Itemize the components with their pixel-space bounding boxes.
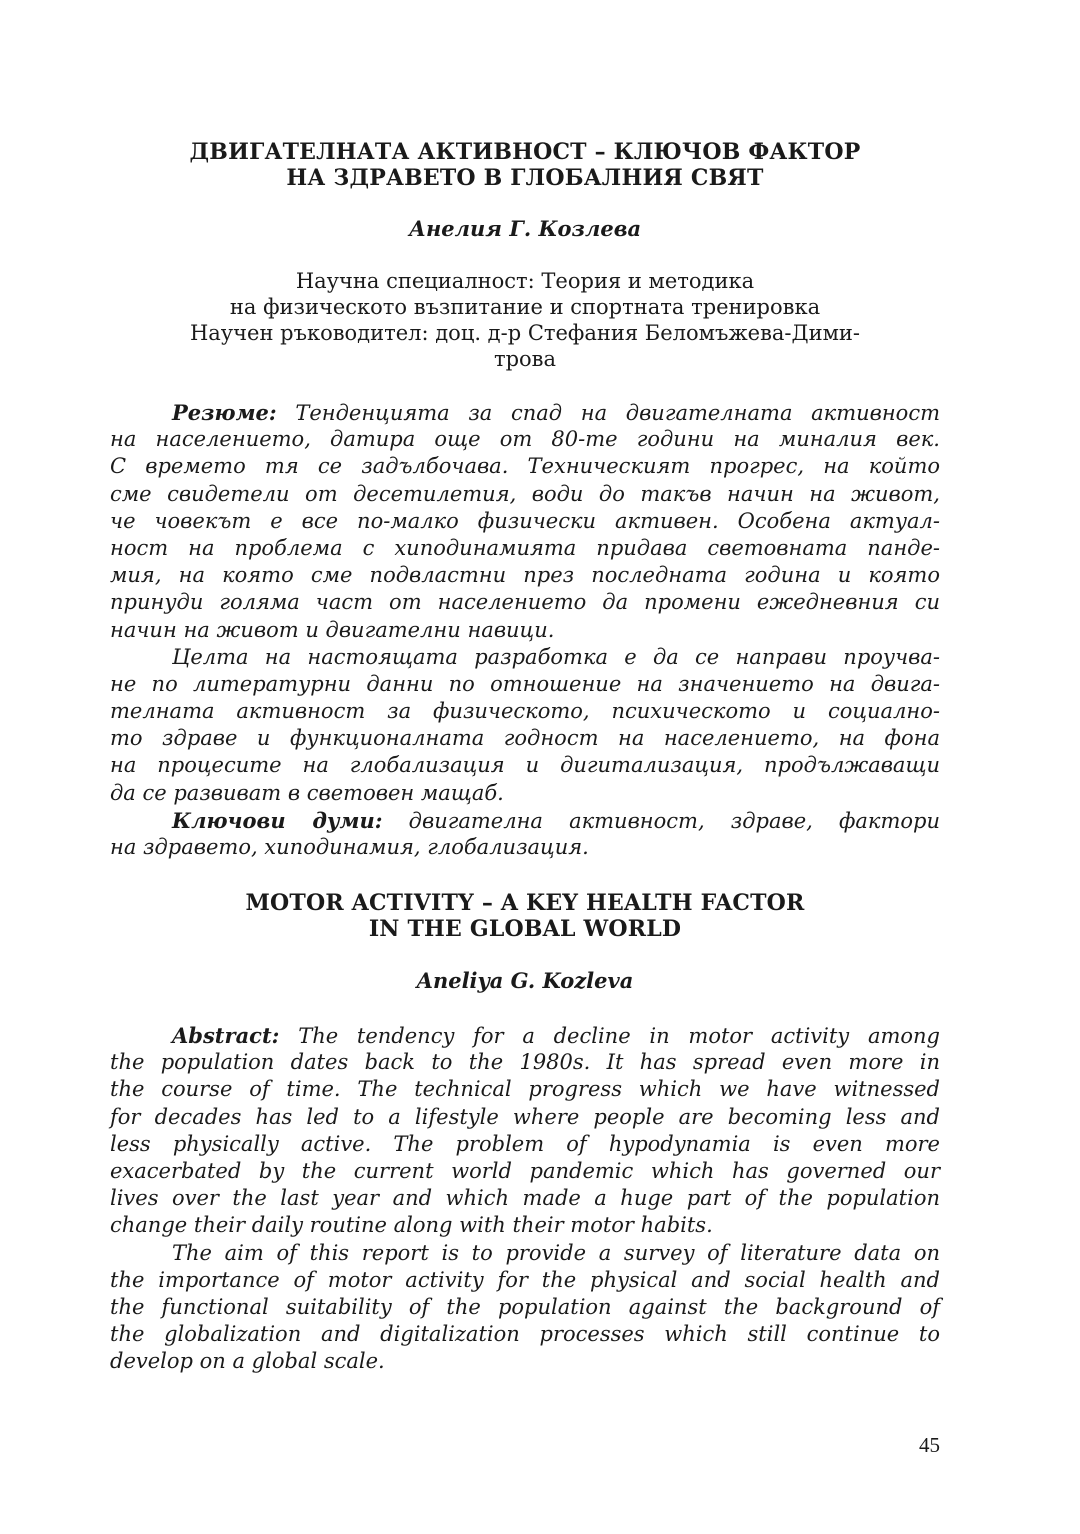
bg-keywords-line: Ключови думи: двигателна активност, здраве, фактори xyxy=(172,807,940,833)
bg-aim-line: Целта на настоящата разработка е да се направи проучва- xyxy=(172,644,940,669)
bg-author: Анелия Г. Козлева xyxy=(408,216,642,241)
en-abstract-line: the population dates back to the 1980s. It has spread even more in xyxy=(110,1050,940,1075)
bg-summary-line: мия, на която сме подвластни през последната година и която xyxy=(110,563,940,588)
en-title-line: IN THE GLOBAL WORLD xyxy=(368,916,682,942)
bg-title xyxy=(110,139,940,191)
en-abstract-line: the course of time. The technical progress which we have witnessed xyxy=(110,1077,940,1102)
en-abstract xyxy=(110,1022,940,1375)
en-abstract-line: change their daily routine along with their motor habits. xyxy=(110,1213,713,1238)
bg-meta-line: трова xyxy=(493,347,557,371)
bg-summary-label: Резюме: xyxy=(172,400,277,425)
page-number: 45 xyxy=(919,1433,940,1457)
en-abstract-line: for decades has led to a lifestyle where people are becoming less and xyxy=(110,1104,940,1129)
bg-summary-line: на населението, датира още от 80-те години на миналия век. xyxy=(110,427,940,452)
bg-title-line: НА ЗДРАВЕТО В ГЛОБАЛНИЯ СВЯТ xyxy=(286,165,764,191)
en-aim-line: The aim of this report is to provide a survey of literature data on xyxy=(172,1240,940,1265)
en-aim-line: the globalization and digitalization processes which still continue to xyxy=(110,1322,940,1347)
en-title-line: MOTOR ACTIVITY – A KEY HEALTH FACTOR xyxy=(245,890,805,916)
bg-aim-line: телната активност за физическото, психическото и социално- xyxy=(110,699,940,724)
bg-keywords-line: на здравето, хиподинамия, глобализация. xyxy=(110,835,589,859)
bg-aim-line: да се развиват в световен мащаб. xyxy=(110,780,504,805)
bg-meta-line: Научна специалност: Теория и методика xyxy=(295,269,755,293)
en-abstract-line: exacerbated by the current world pandemic which has governed our xyxy=(110,1158,940,1183)
bg-meta xyxy=(110,268,940,372)
bg-summary-line: сме свидетели от десетилетия, води до такъв начин на живот, xyxy=(110,481,940,506)
en-author: Aneliya G. Kozleva xyxy=(416,968,634,993)
bg-meta-line: на физическото възпитание и спортната тренировка xyxy=(229,295,821,319)
bg-summary-line: ност на проблема с хиподинамията придава световната панде- xyxy=(110,535,940,560)
bg-summary-line: че човекът е все по-малко физически активен. Особена актуал- xyxy=(110,508,940,533)
en-abstract-line: lives over the last year and which made a huge part of the population xyxy=(110,1186,940,1211)
en-abstract-line: less physically active. The problem of hypodynamia is even more xyxy=(110,1131,940,1156)
page xyxy=(110,0,940,1534)
bg-summary-line: принуди голяма част от населението да промени ежедневния си xyxy=(110,590,940,615)
bg-summary-line: начин на живот и двигателни навици. xyxy=(110,617,555,642)
bg-keywords-label: Ключови думи: xyxy=(172,807,383,833)
en-aim-line: the functional suitability of the population against the background of xyxy=(110,1294,940,1319)
bg-meta-line: Научен ръководител: доц. д-р Стефания Беломъжева-Дими- xyxy=(189,321,861,345)
en-abstract-label: Abstract: xyxy=(172,1023,280,1048)
bg-summary-line: Резюме: Тенденцията за спад на двигателната активност xyxy=(172,400,940,425)
bg-title-line: ДВИГАТЕЛНАТА АКТИВНОСТ – КЛЮЧОВ ФАКТОР xyxy=(189,139,861,165)
bg-aim-line: на процесите на глобализация и дигитализация, продължаващи xyxy=(110,753,940,778)
bg-summary xyxy=(110,399,940,861)
bg-aim-line: не по литературни данни по отношение на значението на двига- xyxy=(110,671,940,696)
en-title xyxy=(110,890,940,942)
bg-aim-line: то здраве и функционалната годност на населението, на фона xyxy=(110,726,940,751)
bg-summary-line: С времето тя се задълбочава. Техническият прогрес, на който xyxy=(110,454,940,479)
en-aim-line: the importance of motor activity for the physical and social health and xyxy=(110,1267,940,1292)
en-aim-line: develop on a global scale. xyxy=(110,1349,385,1374)
en-abstract-line: Abstract: The tendency for a decline in motor activity among xyxy=(172,1023,940,1048)
